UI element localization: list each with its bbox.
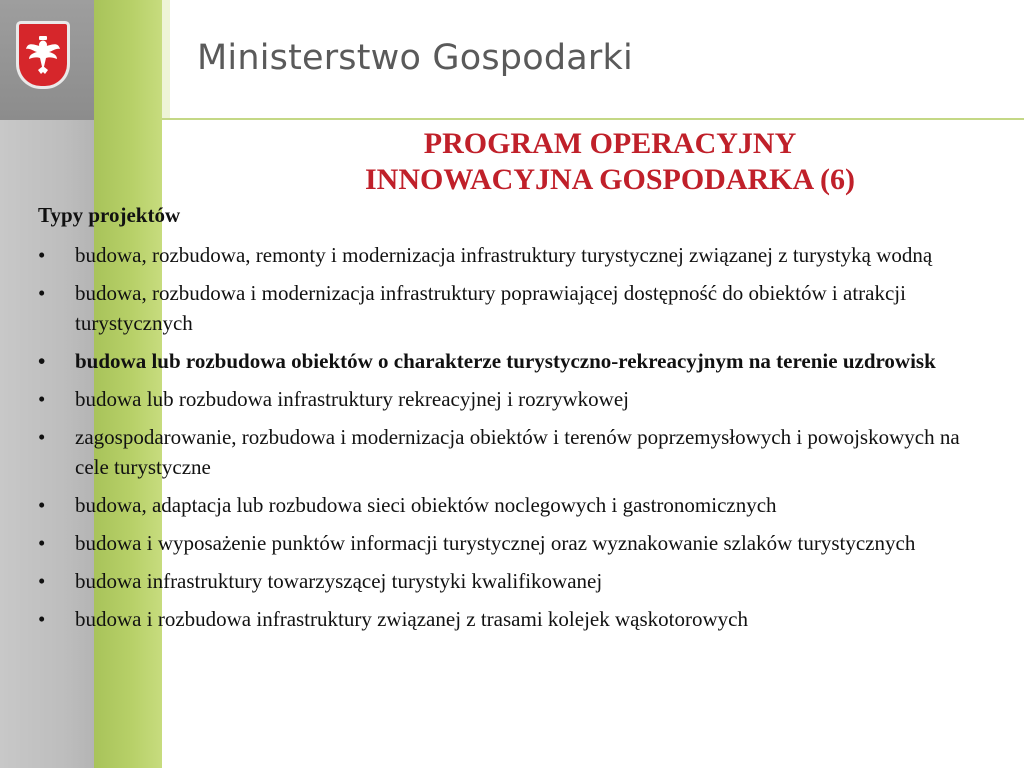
list-item-text: budowa lub rozbudowa infrastruktury rekreacyjnej i rozrywkowej [75,387,629,411]
polish-eagle-icon [19,24,67,86]
bullet-icon: • [38,387,46,411]
list-item-text: budowa lub rozbudowa obiektów o charakterze turystyczno-rekreacyjnym na terenie uzdrowisk [75,349,936,373]
list-item [38,528,998,558]
bullet-icon: • [38,349,46,373]
title-line-2: INNOWACYJNA GOSPODARKA (6) [364,163,856,196]
list-item [38,422,998,482]
list-item [38,278,998,338]
list-item-text: zagospodarowanie, rozbudowa i modernizacja obiektów i terenów poprzemysłowych i powojskowych na cele turystyczne [75,425,960,479]
list-item-text: budowa, rozbudowa i modernizacja infrastruktury poprawiającej dostępność do obiektów i atrakcji turystycznych [75,281,906,335]
list-item-text: budowa i rozbudowa infrastruktury związanej z trasami kolejek wąskotorowych [75,607,748,631]
bullet-icon: • [38,425,46,449]
list-item [38,384,998,414]
list-item-text: budowa infrastruktury towarzyszącej turystyki kwalifikowanej [75,569,603,593]
list-item-text: budowa, rozbudowa, remonty i modernizacja infrastruktury turystycznej związanej z turystyką wodną [75,243,933,267]
bullet-icon: • [38,281,46,305]
bullet-icon: • [38,243,46,267]
ministry-name: Ministerstwo Gospodarki [197,38,633,78]
list-item [38,490,998,520]
title-line-1: PROGRAM OPERACYJNY [423,127,797,160]
list-item [38,566,998,596]
bullet-icon: • [38,531,46,555]
header-divider [162,118,1024,120]
header-light-strip [162,0,170,120]
bullet-icon: • [38,607,46,631]
section-subtitle: Typy projektów [38,203,181,227]
list-item [38,240,998,270]
list-item-text: budowa, adaptacja lub rozbudowa sieci obiektów noclegowych i gastronomicznych [75,493,777,517]
list-item [38,346,998,376]
bullet-icon: • [38,493,46,517]
page-title [290,126,930,198]
header [0,0,1024,120]
project-type-list [38,240,998,642]
list-item-text: budowa i wyposażenie punktów informacji turystycznej oraz wyznakowanie szlaków turystycznych [75,531,916,555]
bullet-icon: • [38,569,46,593]
list-item [38,604,998,634]
